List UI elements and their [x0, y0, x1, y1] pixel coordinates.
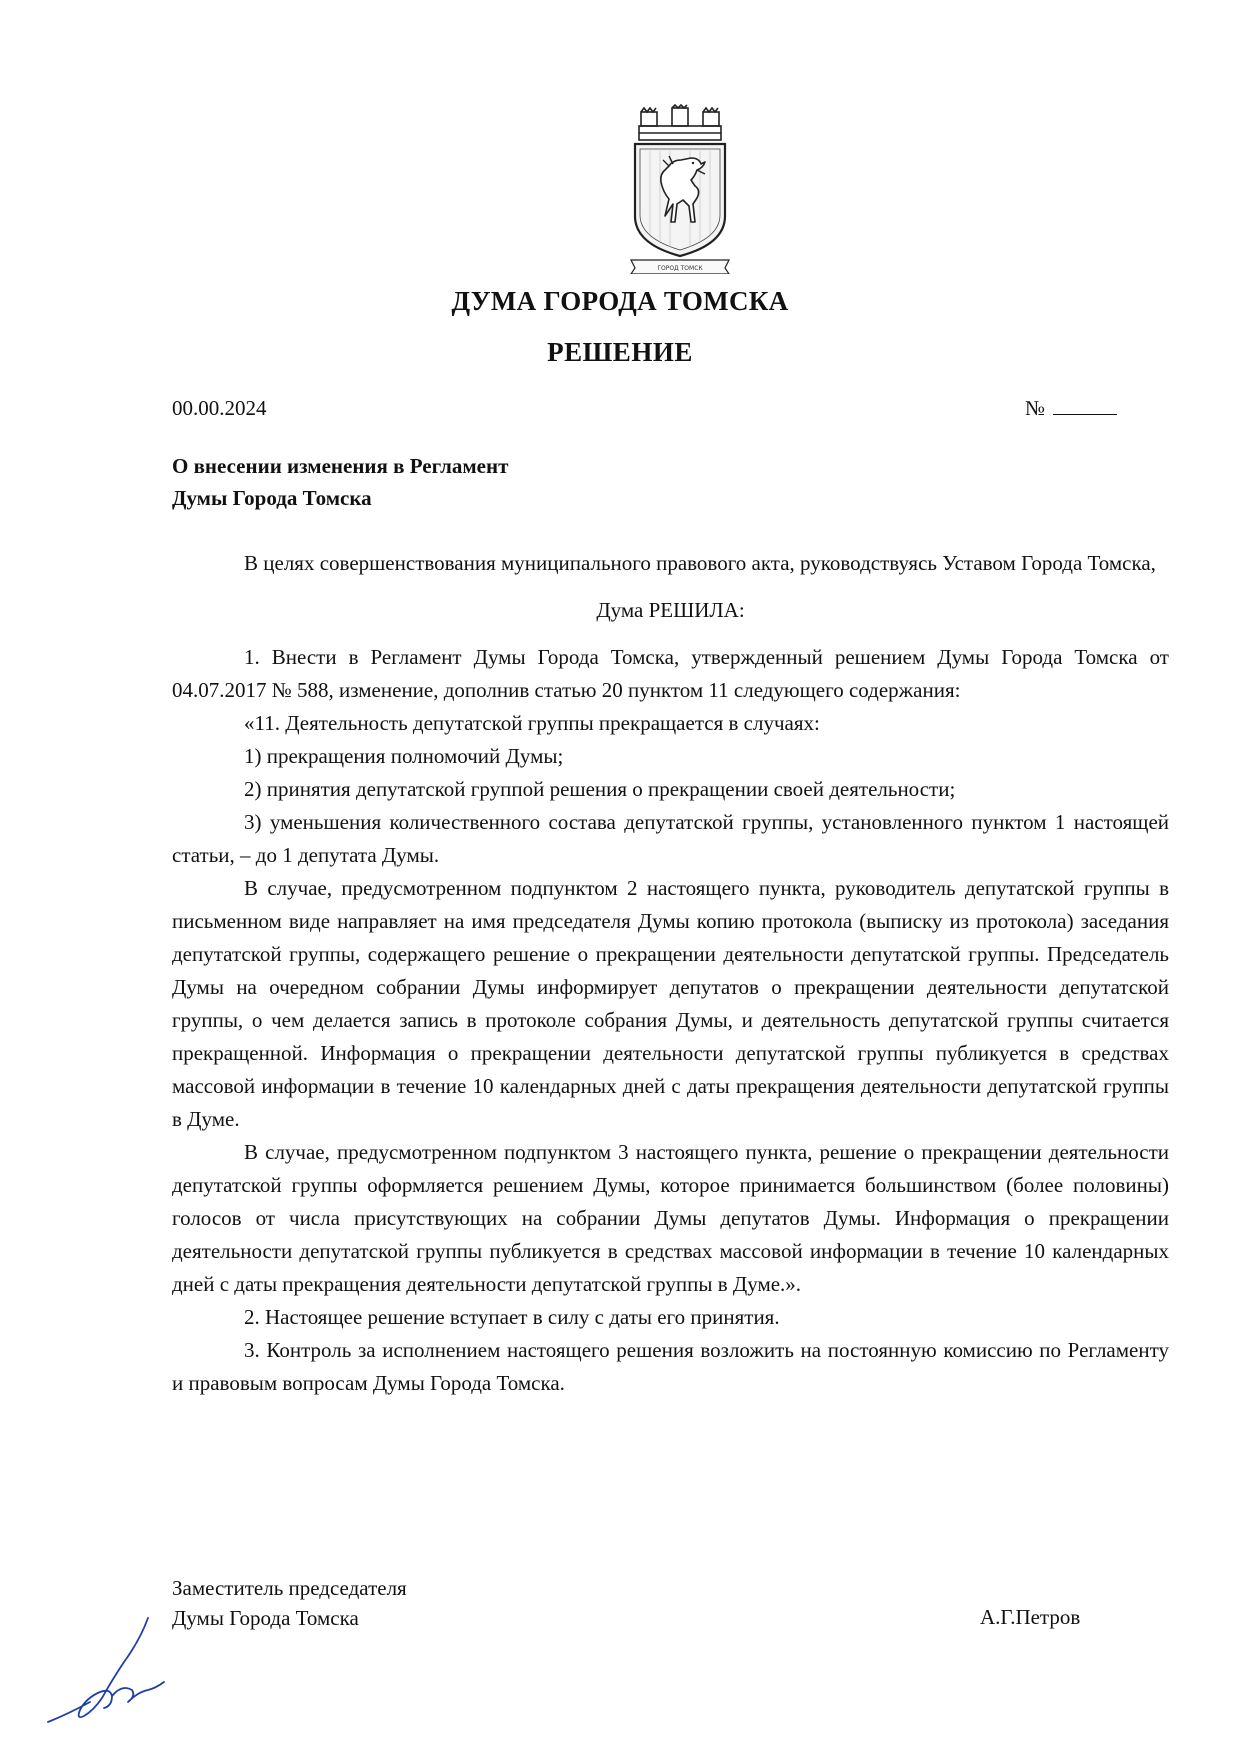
item-1-paragraph: 1. Внести в Регламент Думы Города Томска, утвержденный решением Думы Города Томска от 04.07.2017 № 588, изменение, дополнив статью 20 пунктом 11 следующего содержания: [172, 645, 1169, 702]
number-blank-field [1053, 396, 1117, 415]
position-line-1: Заместитель председателя [172, 1576, 407, 1600]
date-number-line [172, 396, 1117, 421]
item-2-paragraph: 2. Настоящее решение вступает в силу с даты его принятия. [244, 1305, 780, 1329]
subject-line-1: О внесении изменения в Регламент [172, 454, 509, 478]
document-body [172, 547, 1169, 1400]
handwritten-signature-icon [28, 1610, 178, 1730]
signatory-name: А.Г.Петров [980, 1605, 1081, 1629]
document-subject [172, 450, 732, 514]
case-1-paragraph: 1) прекращения полномочий Думы; [244, 744, 564, 768]
case-3-paragraph: 3) уменьшения количественного состава депутатской группы, установленного пунктом 1 настоящей статьи, – до 1 депутата Думы. [172, 810, 1169, 867]
number-label: № [1024, 396, 1045, 420]
resolved-heading: Дума РЕШИЛА: [596, 598, 745, 622]
quote-intro-paragraph: «11. Деятельность депутатской группы прекращается в случаях: [244, 711, 820, 735]
document-date: 00.00.2024 [172, 396, 267, 420]
position-line-2: Думы Города Томска [172, 1606, 359, 1630]
svg-text:ГОРОД ТОМСК: ГОРОД ТОМСК [657, 265, 703, 272]
case-2-paragraph: 2) принятия депутатской группой решения о прекращении своей деятельности; [244, 777, 956, 801]
document-number [1025, 396, 1117, 421]
case-3-procedure-paragraph: В случае, предусмотренном подпунктом 3 настоящего пункта, решение о прекращении деятельности депутатской группы оформляется решением Думы, которое принимается большинством (более половины) голосов от числа присутствующих на собрании Думы депутатов Думы. Информация о прекращении деятельности депутатской группы публикуется в средствах массовой информации в течение 10 календарных дней с даты прекращения деятельности депутатской группы в Думе.». [172, 1140, 1169, 1296]
signatory-position [172, 1573, 407, 1633]
document-type: РЕШЕНИЕ [547, 337, 693, 367]
tomsk-coat-of-arms-icon [625, 104, 735, 274]
preamble-paragraph: В целях совершенствования муниципального правового акта, руководствуясь Уставом Города Томска, [244, 551, 1156, 575]
case-2-procedure-paragraph: В случае, предусмотренном подпунктом 2 настоящего пункта, руководитель депутатской группы в письменном виде направляет на имя председателя Думы копию протокола (выписку из протокола) заседания депутатской группы, содержащего решение о прекращении деятельности депутатской группы. Председатель Думы на очередном собрании Думы информирует депутатов о прекращении деятельности депутатской группы, о чем делается запись в протоколе собрания Думы, и деятельность депутатской группы считается прекращенной. Информация о прекращении деятельности депутатской группы публикуется в средствах массовой информации в течение 10 календарных дней с даты прекращения деятельности депутатской группы в Думе. [172, 876, 1169, 1131]
subject-line-2: Думы Города Томска [172, 486, 372, 510]
organization-title: ДУМА ГОРОДА ТОМСКА [451, 286, 789, 316]
item-3-paragraph: 3. Контроль за исполнением настоящего решения возложить на постоянную комиссию по Регламенту и правовым вопросам Думы Города Томска. [172, 1338, 1169, 1395]
